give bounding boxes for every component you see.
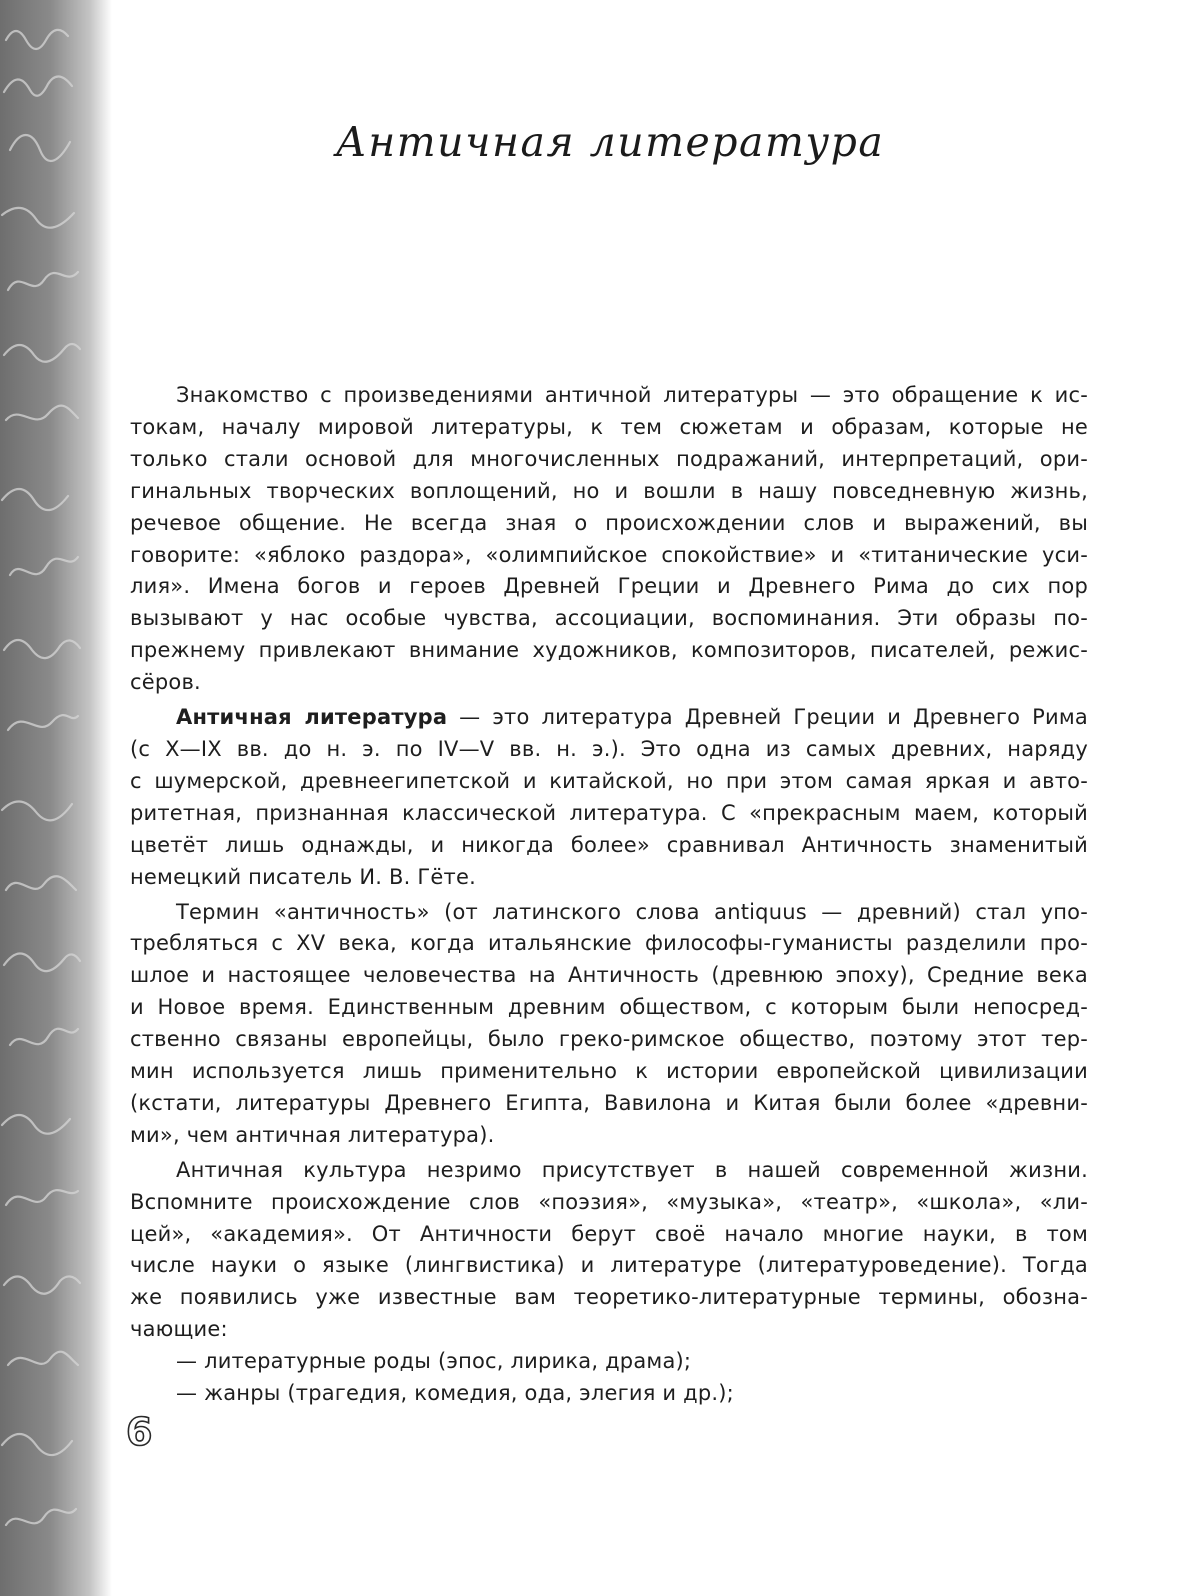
paragraph-culture bbox=[130, 1155, 1088, 1346]
text-line: ритетная, признанная классической литература. С «прекрасным маем, который bbox=[130, 800, 1088, 825]
text-line: токам, началу мировой литературы, к тем сюжетам и образам, которые не bbox=[130, 414, 1088, 439]
page-number: 6 bbox=[126, 1410, 153, 1454]
text-line: гинальных творческих воплощений, но и вошли в нашу повседневную жизнь, bbox=[130, 478, 1088, 503]
text-line: Античная культура незримо присутствует в нашей современной жизни. bbox=[176, 1157, 1088, 1182]
text-line: прежнему привлекают внимание художников, композиторов, писателей, режис- bbox=[130, 638, 1088, 663]
text-line: вызывают у нас особые чувства, ассоциации, воспоминания. Эти образы по- bbox=[130, 606, 1088, 631]
handwriting-scribbles bbox=[0, 0, 112, 1596]
text-line: немецкий писатель И. В. Гёте. bbox=[130, 864, 476, 889]
text-line: (с X—IX вв. до н. э. по IV—V вв. н. э.). Это одна из самых древних, наряду bbox=[130, 736, 1088, 761]
body-text bbox=[130, 380, 1088, 1410]
text-line: чающие: bbox=[130, 1317, 228, 1342]
text-line: сёров. bbox=[130, 670, 201, 695]
text-line: цей», «академия». От Античности берут своё начало многие науки, в том bbox=[130, 1221, 1088, 1246]
text-line: Термин «античность» (от латинского слова antiquus — древний) стал упо- bbox=[176, 899, 1088, 924]
text-line: говорите: «яблоко раздора», «олимпийское спокойствие» и «титанические уси- bbox=[130, 542, 1088, 567]
text-line: с шумерской, древнеегипетской и китайской, но при этом самая яркая и авто- bbox=[130, 768, 1088, 793]
text-line: мин используется лишь применительно к истории европейской цивилизации bbox=[130, 1059, 1088, 1084]
text-line: числе науки о языке (лингвистика) и литературе (литературоведение). Тогда bbox=[130, 1253, 1088, 1278]
text-fragment: — это литература Древней Греции и Древнего Рима bbox=[447, 705, 1088, 730]
text-line: ми», чем античная литература). bbox=[130, 1122, 495, 1147]
text-line: Знакомство с произведениями античной литературы — это обращение к ис- bbox=[176, 383, 1088, 407]
paragraph-intro bbox=[130, 380, 1088, 699]
text-line: Вспомните происхождение слов «поэзия», «музыка», «театр», «школа», «ли- bbox=[130, 1189, 1088, 1214]
text-line: лия». Имена богов и героев Древней Греции и Древнего Рима до сих пор bbox=[130, 574, 1088, 599]
term-antique-literature: Античная литература bbox=[176, 705, 448, 730]
text-line: только стали основой для многочисленных подражаний, интерпретаций, ори- bbox=[130, 446, 1088, 471]
paragraph-term-origin bbox=[130, 897, 1088, 1152]
text-line bbox=[176, 702, 1088, 734]
text-line: и Новое время. Единственным древним обществом, с которым были непосред- bbox=[130, 995, 1088, 1020]
text-line: речевое общение. Не всегда зная о происхождении слов и выражений, вы bbox=[130, 510, 1088, 535]
text-line: (кстати, литературы Древнего Египта, Вавилона и Китая были более «древни- bbox=[130, 1090, 1088, 1115]
term-list bbox=[176, 1346, 1088, 1410]
text-line: ственно связаны европейцы, было греко-римское общество, поэтому этот тер- bbox=[130, 1027, 1088, 1052]
text-line: требляться с XV века, когда итальянские философы-гуманисты разделили про- bbox=[130, 931, 1088, 956]
text-line: шлое и настоящее человечества на Античность (древнюю эпоху), Средние века bbox=[130, 963, 1088, 988]
handwriting-margin-decoration bbox=[0, 0, 112, 1596]
text-line: же появились уже известные вам теоретико-литературные термины, обозна- bbox=[130, 1285, 1088, 1310]
page-title: Античная литература bbox=[335, 118, 885, 166]
paragraph-definition bbox=[130, 702, 1088, 893]
list-item: — литературные роды (эпос, лирика, драма); bbox=[176, 1349, 692, 1374]
text-line: цветёт лишь однажды, и никогда более» сравнивал Античность знаменитый bbox=[130, 832, 1088, 857]
list-item: — жанры (трагедия, комедия, ода, элегия и др.); bbox=[176, 1381, 734, 1406]
